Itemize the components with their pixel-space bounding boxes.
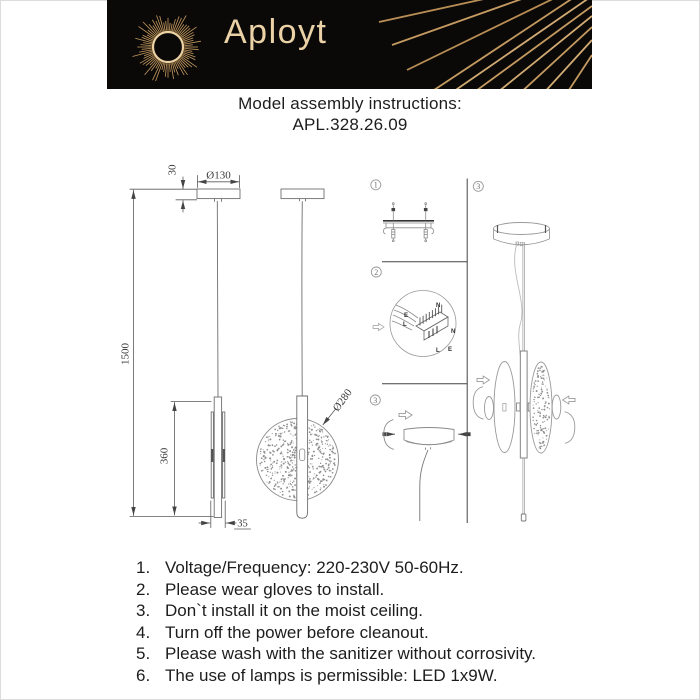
instruction-number: 4. xyxy=(136,622,151,642)
dim-body-height: 360 xyxy=(158,447,171,465)
instruction-item xyxy=(136,600,536,622)
step-1-badge: 1 xyxy=(373,180,378,190)
dim-canopy-diameter: Ø130 xyxy=(206,169,231,182)
wire-label-e1: E xyxy=(404,313,409,319)
wire-label-n2: N xyxy=(451,329,456,335)
instruction-number: 2. xyxy=(136,579,151,599)
dim-disc-diameter: Ø280 xyxy=(330,386,355,414)
step1-bracket-diagram xyxy=(383,203,434,242)
instruction-item xyxy=(136,622,536,644)
instruction-text: The use of lamps is permissible: LED 1x9W. xyxy=(165,665,498,685)
instruction-text: Don`t install it on the moist ceiling. xyxy=(165,601,423,620)
wire-label-e2: E xyxy=(448,347,453,353)
step-3b-badge: 3 xyxy=(476,182,481,192)
instruction-number: 1. xyxy=(136,558,151,577)
step-2-badge: 2 xyxy=(374,267,379,277)
brand-wordmark: Aployt xyxy=(224,13,328,51)
instruction-text: Please wear gloves to install. xyxy=(165,579,385,599)
instruction-text: Voltage/Frequency: 220-230V 50-60Hz. xyxy=(165,558,464,577)
instruction-number: 5. xyxy=(136,644,151,663)
wire-label-n1: N xyxy=(436,303,441,309)
instruction-number: 6. xyxy=(136,665,151,685)
wire-label-l2: L xyxy=(436,348,440,354)
wire-label-l1: L xyxy=(403,322,407,328)
instruction-list xyxy=(136,557,536,686)
steps-panel xyxy=(370,179,575,524)
instruction-text: Please wash with the sanitizer without corrosivity. xyxy=(165,644,537,663)
instruction-item xyxy=(136,643,536,665)
dim-canopy-height: 30 xyxy=(166,164,179,176)
step2-wiring-diagram xyxy=(373,291,456,357)
step3-exploded-view xyxy=(473,223,575,522)
instruction-item xyxy=(136,557,536,579)
dim-suspension-length: 1500 xyxy=(119,343,132,365)
instruction-text: Turn off the power before cleanout. xyxy=(165,622,429,642)
instruction-number: 3. xyxy=(136,601,151,620)
model-number: APL.328.26.09 xyxy=(292,115,408,134)
instruction-item xyxy=(136,579,536,601)
dim-body-width: 35 xyxy=(237,518,248,530)
instruction-item xyxy=(136,665,536,687)
page-title: Model assembly instructions: xyxy=(238,94,462,113)
step-badges xyxy=(370,180,483,405)
step-3-badge: 3 xyxy=(373,395,378,405)
front-view xyxy=(257,189,356,518)
step3-canopy-diagram xyxy=(383,411,471,521)
side-view xyxy=(120,164,251,530)
